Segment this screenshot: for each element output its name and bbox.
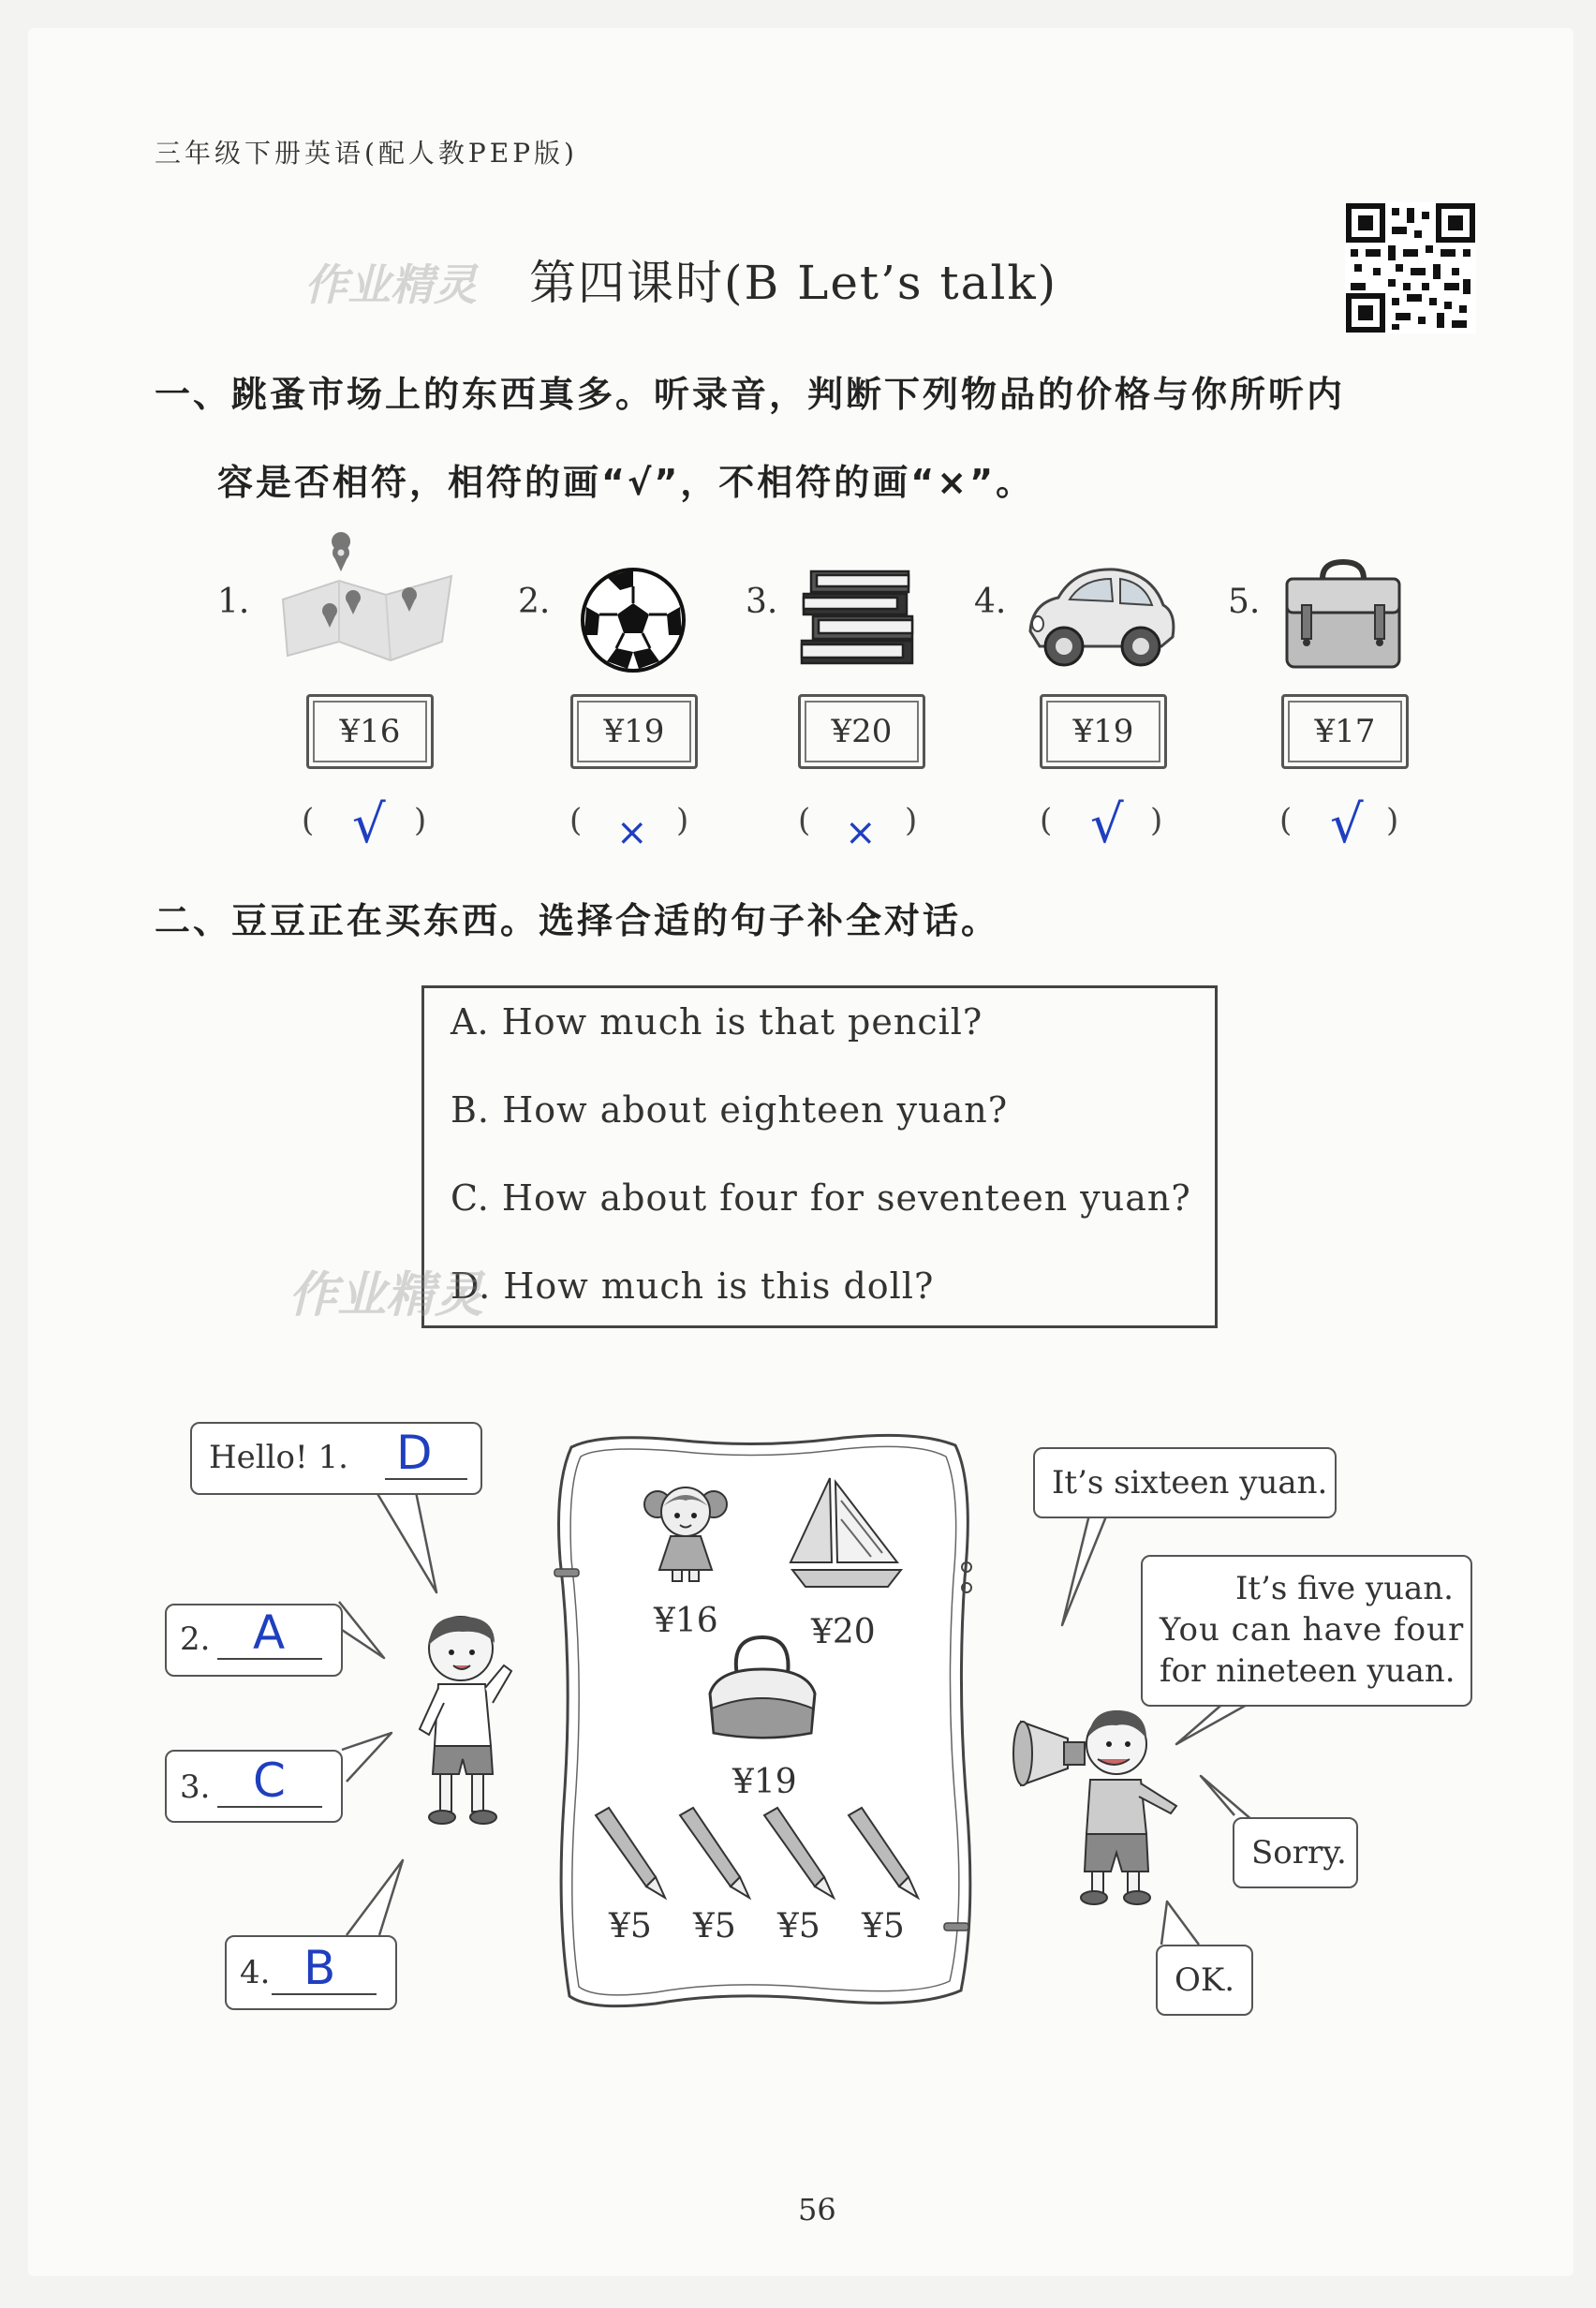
doll-icon	[639, 1480, 732, 1583]
answer-paren-close: )	[414, 802, 427, 839]
price-tag: ¥19	[1040, 694, 1167, 769]
seller-line: You can have four	[1160, 1611, 1465, 1649]
option-b: B. How about eighteen yuan?	[451, 1089, 1009, 1131]
item-number: 5.	[1228, 583, 1261, 621]
pencil-price: ¥5	[777, 1907, 820, 1946]
watermark: 作业精灵	[304, 259, 477, 310]
seller-line: for nineteen yuan.	[1160, 1652, 1456, 1690]
price-tag: ¥17	[1281, 694, 1409, 769]
item-number: 1.	[217, 583, 250, 621]
price-tag: ¥20	[798, 694, 925, 769]
watermark: 作业精灵	[288, 1267, 484, 1324]
sailboat-icon	[785, 1472, 907, 1594]
seller-bubble-1	[1033, 1447, 1337, 1518]
lesson-title: 第四课时(B Let’s talk)	[529, 256, 1058, 310]
book-title: 三年级下册英语(配人教PEP版)	[155, 138, 578, 169]
dialog-answer: D	[396, 1426, 433, 1480]
price-tag: ¥16	[306, 694, 434, 769]
dialog-prefix: 3.	[180, 1768, 211, 1806]
seller-bubble-4	[1156, 1945, 1253, 2016]
seller-line: It’s five yuan.	[1234, 1570, 1454, 1607]
dialog-answer: A	[253, 1605, 286, 1660]
page-number: 56	[798, 2192, 836, 2227]
price-tag: ¥19	[570, 694, 698, 769]
answer-paren-open: (	[1040, 802, 1053, 839]
answer-paren-close: )	[905, 802, 918, 839]
cross-mark-answer: ×	[845, 811, 877, 854]
seller-bubble-3	[1233, 1817, 1358, 1888]
answer-paren-open: (	[1279, 802, 1293, 839]
section1-instruction-line1: 一、跳蚤市场上的东西真多。听录音，判断下列物品的价格与你所听内	[155, 374, 1346, 415]
item-number: 3.	[746, 583, 778, 621]
dialog-prefix: 2.	[180, 1620, 211, 1658]
answer-paren-close: )	[1386, 802, 1399, 839]
pencil-price: ¥5	[693, 1907, 736, 1946]
dialog-answer: B	[303, 1941, 336, 1995]
seller-line: OK.	[1175, 1961, 1235, 1999]
check-mark-answer: √	[352, 794, 386, 855]
option-d: D. How much is this doll?	[451, 1265, 935, 1307]
cross-mark-answer: ×	[616, 811, 648, 854]
seller-bubble-2	[1141, 1555, 1472, 1707]
item-number: 4.	[974, 583, 1007, 621]
pencil-price: ¥5	[609, 1907, 652, 1946]
dialog-answer: C	[253, 1753, 286, 1808]
seller-line: It’s sixteen yuan.	[1052, 1464, 1328, 1502]
bag-price: ¥19	[732, 1763, 797, 1801]
dialog-prefix: 4.	[240, 1954, 271, 1991]
dialog-bubble-1	[190, 1422, 482, 1495]
option-c: C. How about four for seventeen yuan?	[451, 1177, 1191, 1219]
section1-instruction-line2: 容是否相符，相符的画“√”，不相符的画“×”。	[217, 462, 1035, 503]
answer-paren-open: (	[569, 802, 583, 839]
seller-with-megaphone-illustration	[1012, 1694, 1199, 1909]
item-number: 2.	[518, 583, 551, 621]
boat-price: ¥20	[811, 1613, 876, 1651]
dialog-prefix: Hello! 1.	[209, 1439, 348, 1476]
section2-instruction: 二、豆豆正在买东西。选择合适的句子补全对话。	[155, 900, 1000, 941]
dialog-bubble-3	[165, 1750, 343, 1823]
answer-paren-close: )	[676, 802, 689, 839]
answer-paren-open: (	[798, 802, 811, 839]
dialog-bubble-2	[165, 1604, 343, 1677]
seller-line: Sorry.	[1251, 1834, 1347, 1872]
doll-price: ¥16	[654, 1602, 718, 1640]
check-mark-answer: √	[1330, 794, 1364, 855]
answer-paren-open: (	[302, 802, 315, 839]
pencil-price: ¥5	[862, 1907, 905, 1946]
answer-paren-close: )	[1150, 802, 1163, 839]
boy-buyer-illustration	[403, 1609, 525, 1834]
option-a: A. How much is that pencil?	[451, 1001, 983, 1043]
handbag-icon	[701, 1632, 822, 1744]
dialog-bubble-4	[225, 1935, 397, 2010]
pencils-icon	[586, 1808, 942, 1901]
check-mark-answer: √	[1090, 794, 1124, 855]
